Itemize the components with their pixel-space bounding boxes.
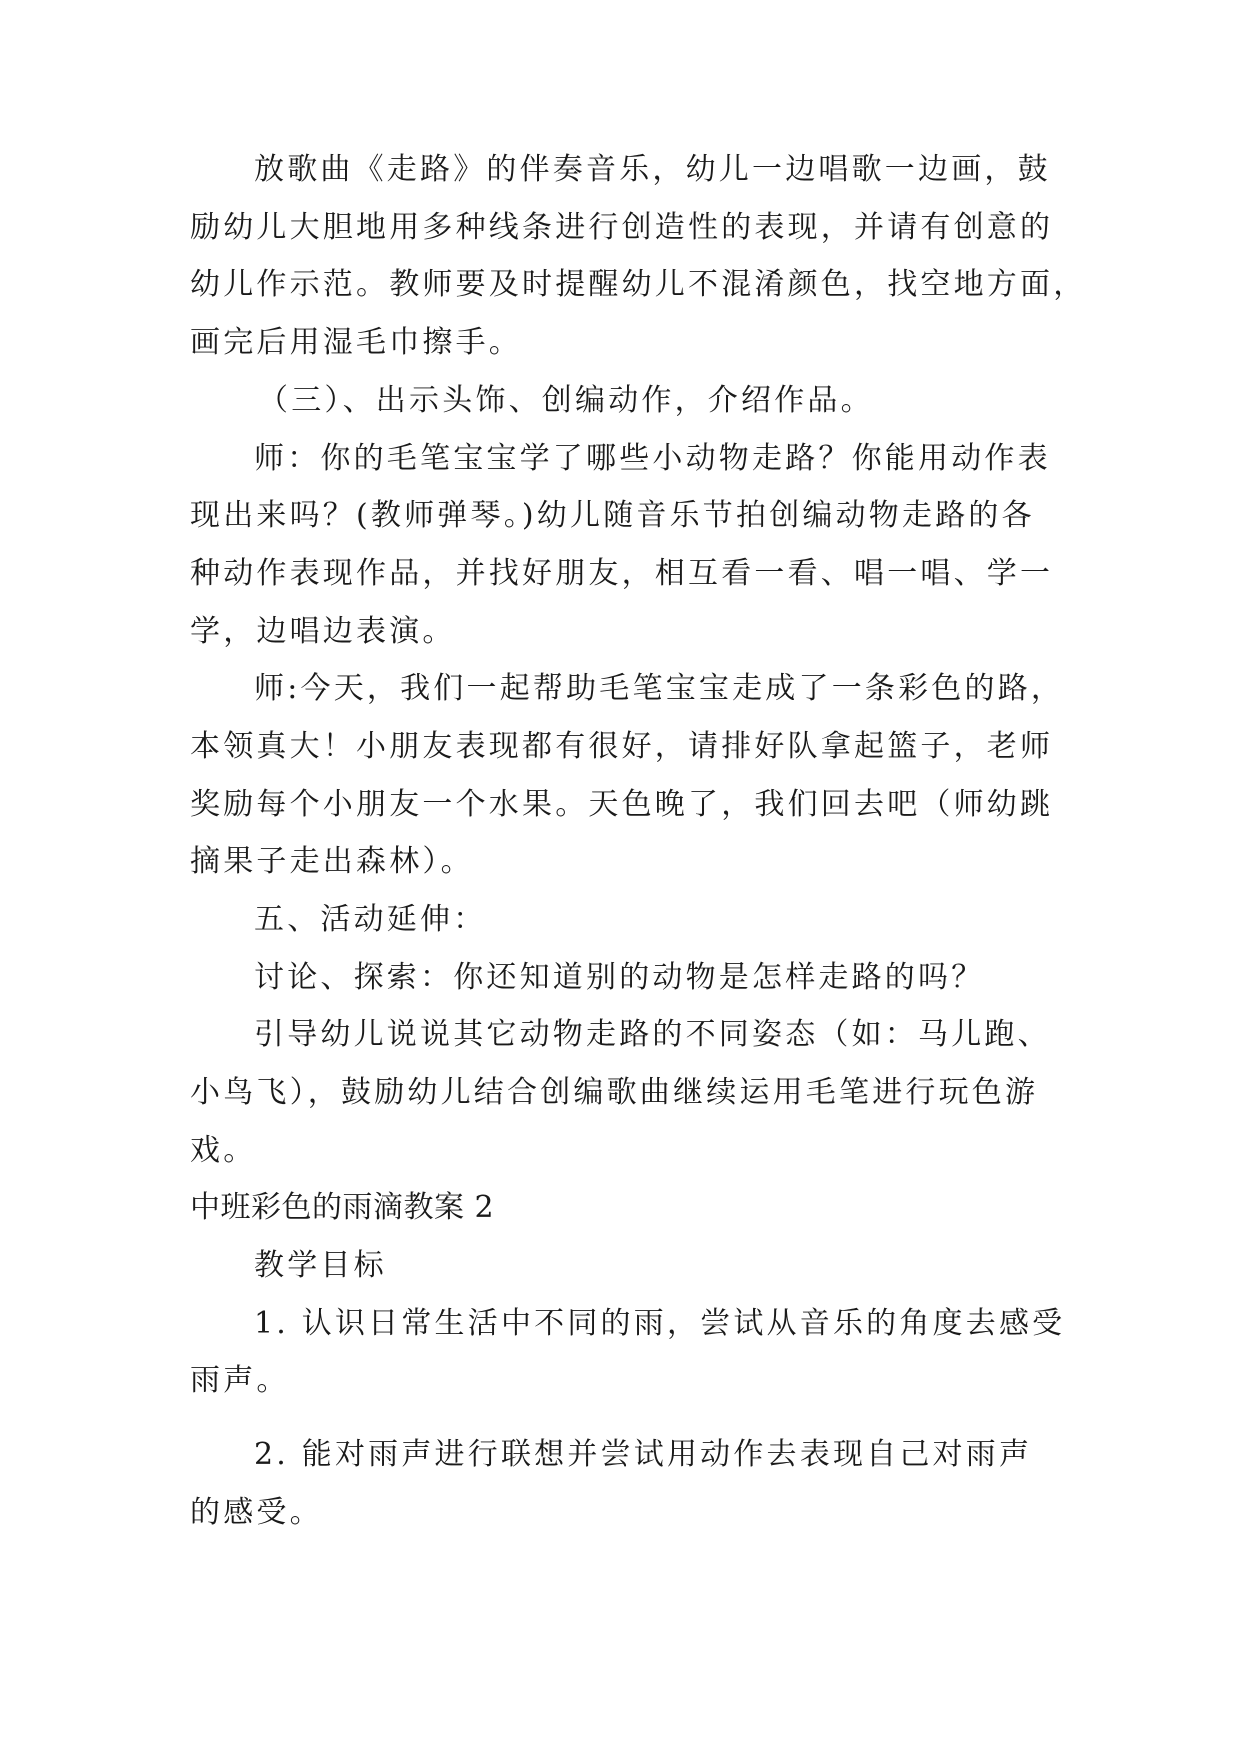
document-title: 中班彩色的雨滴教案 2 xyxy=(190,1190,495,1225)
text-line: 的感受。 xyxy=(190,1495,323,1530)
text-line: 1. 认识日常生活中不同的雨，尝试从音乐的角度去感受 xyxy=(254,1306,1066,1341)
text-line: 戏。 xyxy=(190,1133,257,1168)
text-line: 放歌曲《走路》的伴奏音乐，幼儿一边唱歌一边画，鼓 xyxy=(254,152,1051,187)
text-line: 摘果子走出森林）。 xyxy=(190,844,474,879)
text-line: 励幼儿大胆地用多种线条进行创造性的表现，并请有创意的 xyxy=(190,210,1054,245)
text-line: 幼儿作示范。教师要及时提醒幼儿不混淆颜色，找空地方面， xyxy=(190,267,1087,302)
text-line: 种动作表现作品，并找好朋友，相互看一看、唱一唱、学一 xyxy=(190,556,1054,591)
text-line: 雨声。 xyxy=(190,1363,290,1398)
section-heading: 五、活动延伸： xyxy=(254,902,487,937)
text-line: 学，边唱边表演。 xyxy=(190,614,456,649)
section-heading: 教学目标 xyxy=(254,1248,387,1283)
text-line: 本领真大！小朋友表现都有很好，请排好队拿起篮子，老师 xyxy=(190,729,1054,764)
text-line: 2. 能对雨声进行联想并尝试用动作去表现自己对雨声 xyxy=(254,1437,1033,1472)
text-line: 引导幼儿说说其它动物走路的不同姿态（如：马儿跑、 xyxy=(254,1017,1051,1052)
text-line: 师：你的毛笔宝宝学了哪些小动物走路？你能用动作表 xyxy=(254,441,1051,476)
text-line: 师:今天，我们一起帮助毛笔宝宝走成了一条彩色的路， xyxy=(254,671,1065,706)
section-heading: （三）、出示头饰、创编动作，介绍作品。 xyxy=(258,383,874,418)
text-line: 奖励每个小朋友一个水果。天色晚了，我们回去吧（师幼跳 xyxy=(190,787,1054,822)
text-line: 画完后用湿毛巾擦手。 xyxy=(190,325,522,360)
text-line: 小鸟飞），鼓励幼儿结合创编歌曲继续运用毛笔进行玩色游 xyxy=(190,1075,1039,1110)
text-line: 现出来吗？(教师弹琴。)幼儿随音乐节拍创编动物走路的各 xyxy=(190,498,1035,533)
text-line: 讨论、探索：你还知道别的动物是怎样走路的吗？ xyxy=(254,960,985,995)
